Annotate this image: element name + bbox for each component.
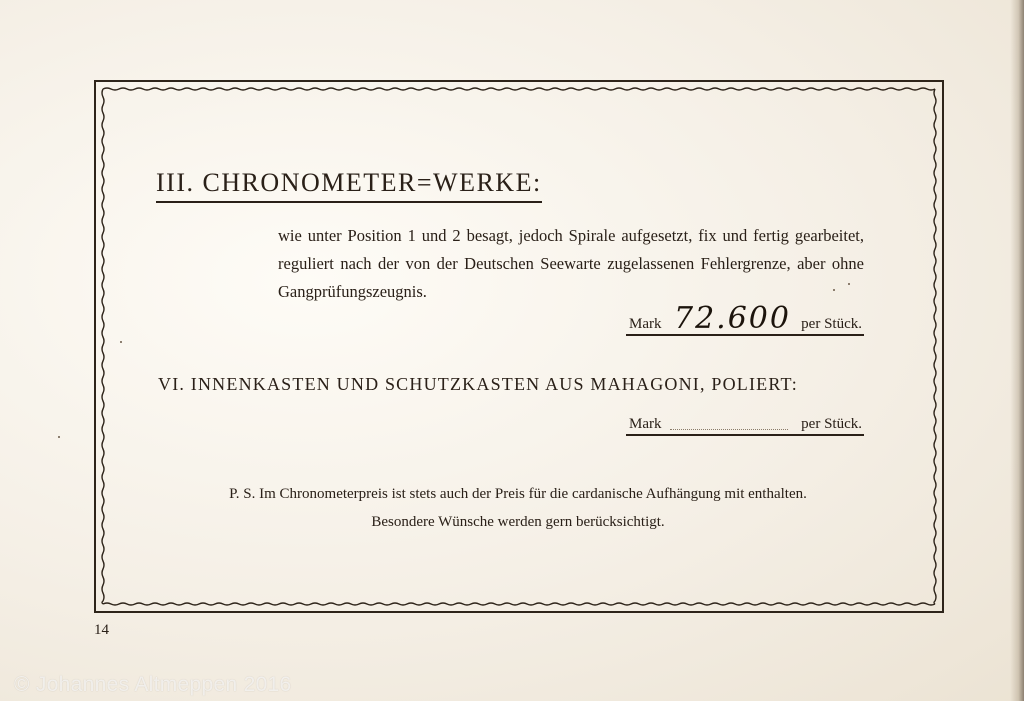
- handwritten-price: 72.600: [674, 301, 791, 336]
- paper-speck: [58, 436, 60, 438]
- postscript: [160, 480, 876, 536]
- section-heading: III. CHRONOMETER=WERKE:: [156, 168, 542, 203]
- postscript-line-2: Besondere Wünsche werden gern berücksichtigt.: [371, 514, 665, 530]
- price-fill-dots: [670, 429, 788, 430]
- price-label-mark: Mark: [629, 316, 662, 332]
- paper-speck: [848, 283, 850, 285]
- postscript-line-1: P. S. Im Chronometerpreis ist stets auch der Preis für die cardanische Aufhängung mit enthalten.: [229, 486, 807, 502]
- paper-speck: [833, 289, 835, 291]
- section-vi-heading: VI. INNENKASTEN UND SCHUTZKASTEN AUS MAHAGONI, POLIERT:: [158, 374, 799, 394]
- copyright-watermark: © Johannes Altmeppen 2016: [14, 673, 292, 696]
- price-line-chronometer: [626, 301, 864, 336]
- page-number: 14: [94, 622, 109, 638]
- price-label-mark: Mark: [629, 416, 662, 432]
- paper-speck: [120, 341, 122, 343]
- section-heading-wrap: [156, 168, 542, 203]
- book-spine-shadow: [1010, 0, 1024, 701]
- price-label-per-piece: per Stück.: [801, 316, 862, 332]
- price-line-case: [626, 412, 864, 436]
- description-paragraph: wie unter Position 1 und 2 besagt, jedoch Spirale aufgesetzt, fix und fertig gearbeitet, reguliert nach der von der Deutschen Seewarte zugelassenen Fehlergrenze, aber ohne Gangprüfungszeugnis.: [278, 226, 864, 301]
- price-label-per-piece: per Stück.: [801, 416, 862, 432]
